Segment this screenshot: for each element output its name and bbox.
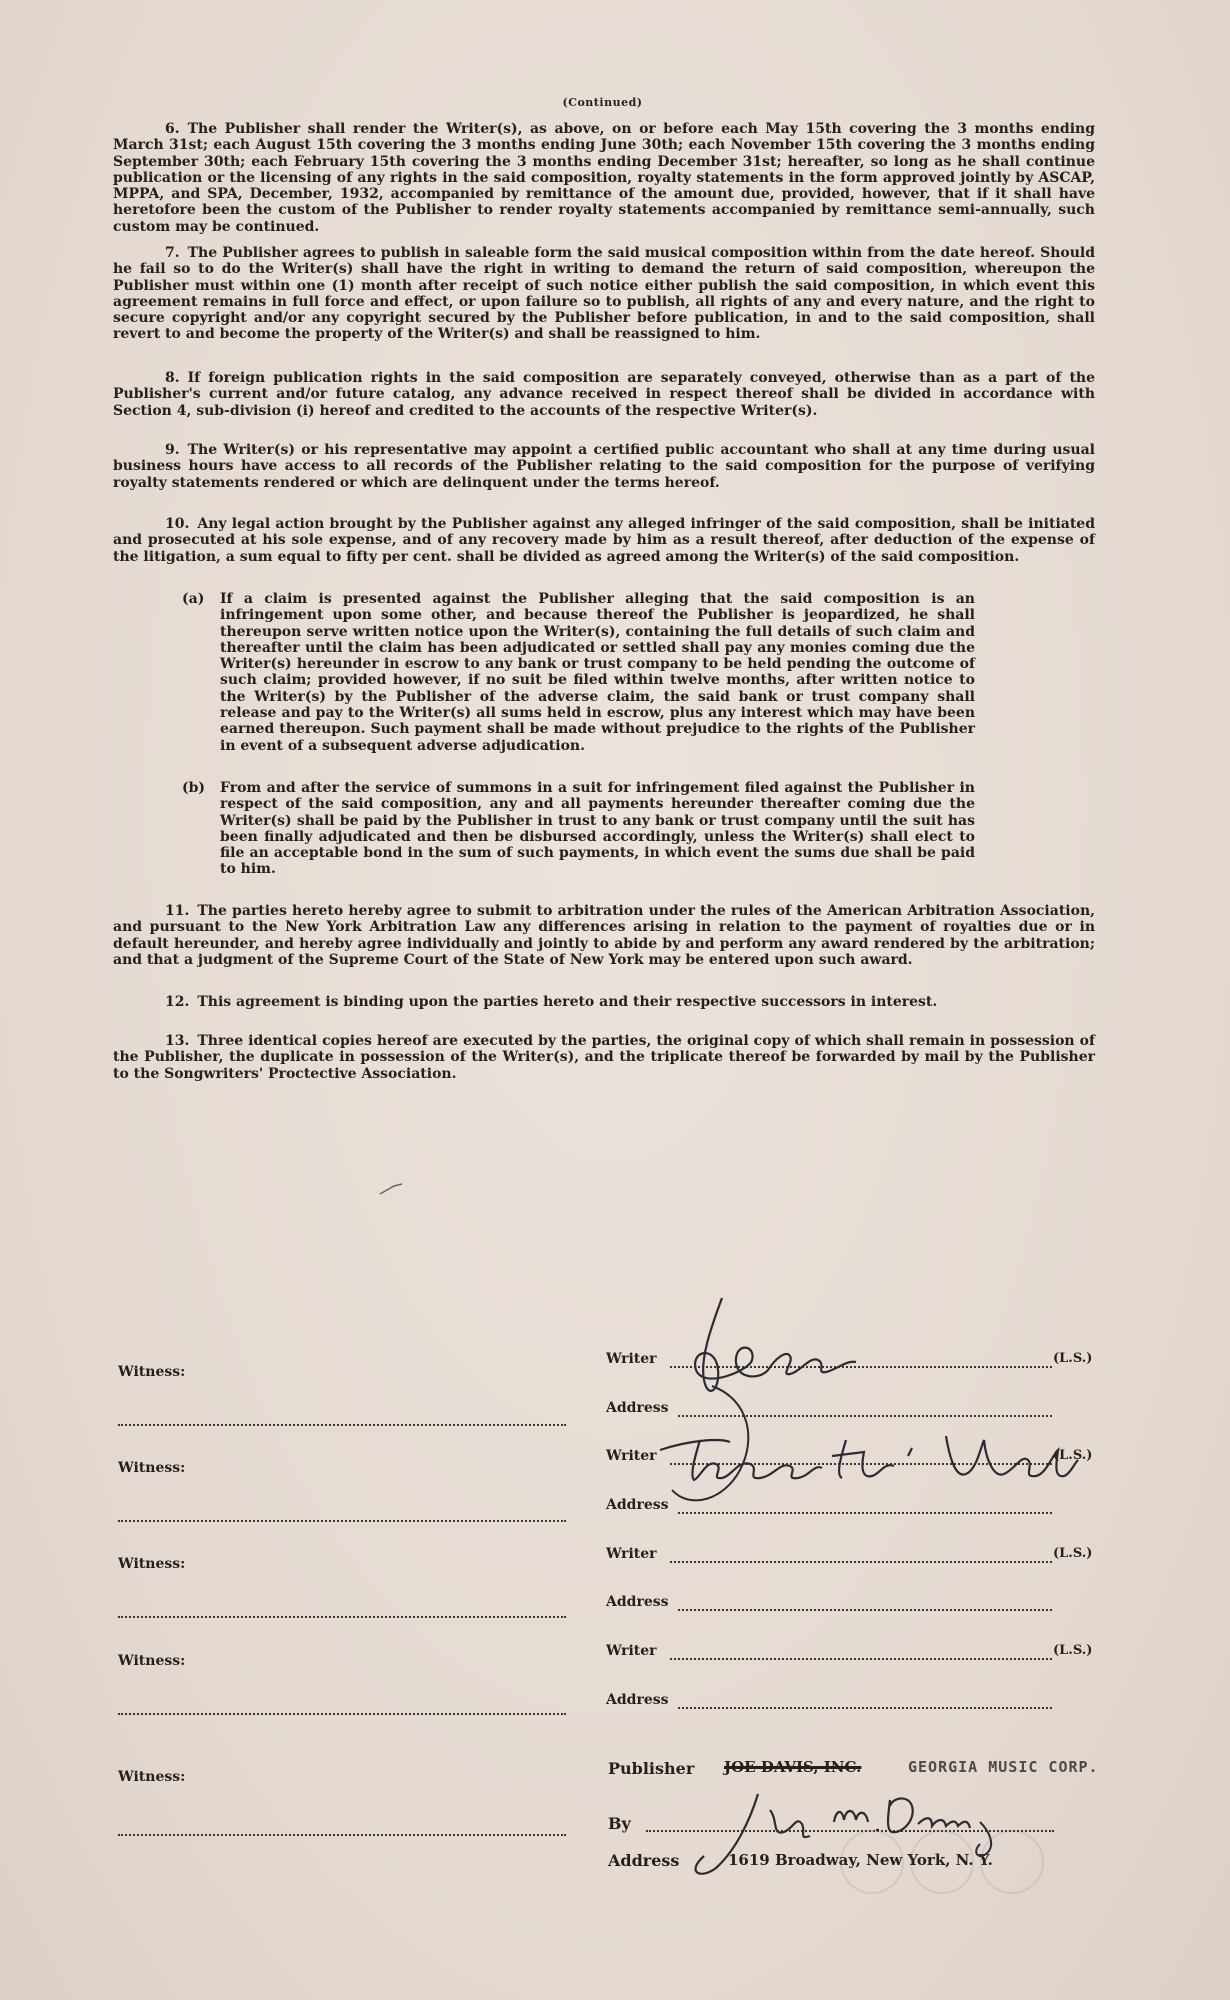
witness-line-1[interactable]: [118, 1424, 566, 1426]
subclause-text: From and after the service of summons in a suit for infringement filed against the Publisher in respect of the said composition, any and all payments hereunder thereafter coming due the Writer(s) shall be paid by the Publisher in trust to any bank or trust company until the suit has been finally adjudicated and then be disbursed accordingly, unless the Writer(s) shall elect to file an acceptable bond in the sum of such payments, in which event the sums due shall be paid to him.: [220, 780, 975, 878]
clause-text: This agreement is binding upon the parties hereto and their respective successors in interest.: [197, 994, 938, 1010]
subclause-a: [182, 591, 975, 754]
clause-number: 7.: [165, 245, 180, 261]
writer-line-3[interactable]: [670, 1561, 1052, 1563]
witness-label-1: Witness:: [118, 1364, 186, 1380]
clause-number: 12.: [165, 994, 190, 1010]
clause-number: 9.: [165, 442, 180, 458]
writer-label-3: Writer: [606, 1546, 657, 1562]
witness-line-3[interactable]: [118, 1616, 566, 1618]
witness-label-5: Witness:: [118, 1769, 186, 1785]
address-line-4[interactable]: [678, 1707, 1052, 1709]
bleed-through-seal: [980, 1830, 1044, 1894]
clause-number: 10.: [165, 516, 190, 532]
ls-label-2: (L.S.): [1053, 1448, 1093, 1463]
address-label-3: Address: [606, 1594, 669, 1610]
clause-text: The Writer(s) or his representative may appoint a certified public accountant who shall at any time during usual business hours have access to all records of the Publisher relating to the said composition for the purpose of verifying royalty statements rendered or which are delinquent under the terms hereof.: [113, 442, 1095, 491]
clause-number: 6.: [165, 121, 180, 137]
pen-mark: [378, 1180, 408, 1200]
publisher-address: 1619 Broadway, New York, N. Y.: [728, 1851, 993, 1869]
bleed-through-seal: [840, 1830, 904, 1894]
subclause-text: If a claim is presented against the Publisher alleging that the said composition is an infringement upon some other, and because thereof the Publisher is jeopardized, he shall thereupon serve written notice upon the Writer(s), containing the full details of such claim and thereafter until the claim has been adjudicated or settled shall pay any monies coming due the Writer(s) hereunder in escrow to any bank or trust company to be held pending the outcome of such claim; provided however, if no suit be filed within twelve months, after written notice to the Writer(s) by the Publisher of the adverse claim, the said bank or trust company shall release and pay to the Writer(s) all sums held in escrow, plus any interest which may have been earned thereupon. Such payment shall be made without prejudice to the rights of the Publisher in event of a subsequent adverse adjudication.: [220, 591, 975, 754]
writer-label-4: Writer: [606, 1643, 657, 1659]
bleed-through-seal: [910, 1830, 974, 1894]
publisher-address-label: Address: [608, 1851, 680, 1870]
publisher-label: Publisher: [608, 1759, 695, 1778]
signature-johnson: [660, 1290, 920, 1530]
writer-label-2: Writer: [606, 1448, 657, 1464]
clause-10: [113, 516, 1095, 565]
clause-7: [113, 245, 1095, 343]
witness-label-3: Witness:: [118, 1556, 186, 1572]
clause-9: [113, 442, 1095, 491]
clause-13: [113, 1033, 1095, 1082]
clause-number: 11.: [165, 903, 190, 919]
writer-line-4[interactable]: [670, 1658, 1052, 1660]
by-label: By: [608, 1814, 631, 1833]
continued-heading: (Continued): [562, 96, 643, 109]
witness-label-2: Witness:: [118, 1460, 186, 1476]
witness-line-4[interactable]: [118, 1713, 566, 1715]
clause-text: The parties hereto hereby agree to submit to arbitration under the rules of the American Arbitration Association, and pursuant to the New York Arbitration Law any differences arising in relation to the payment of royalties due or in default hereunder, and hereby agree individually and jointly to abide by and perform any award rendered by the arbitration; and that a judgment of the Supreme Court of the State of New York may be entered upon such award.: [113, 903, 1095, 968]
subclause-letter: (a): [182, 591, 205, 607]
witness-line-2[interactable]: [118, 1520, 566, 1522]
publisher-stamp: GEORGIA MUSIC CORP.: [908, 1758, 1099, 1776]
address-label-1: Address: [606, 1400, 669, 1416]
clause-text: If foreign publication rights in the said composition are separately conveyed, otherwise than as a part of the Publisher's current and/or future catalog, any advance received in respect thereof shall be divided in accordance with Section 4, sub-division (i) hereof and credited to the accounts of the respective Writer(s).: [113, 370, 1095, 419]
ls-label-1: (L.S.): [1053, 1351, 1093, 1366]
clause-text: The Publisher agrees to publish in saleable form the said musical composition within from the date hereof. Should he fail so to do the Writer(s) shall have the right in writing to demand the return of said composition, whereupon the Publisher must within one (1) month after receipt of such notice either publish the said composition, in which event this agreement remains in full force and effect, or upon failure so to publish, all rights of any and every nature, and the right to secure copyright and/or any copyright secured by the Publisher before publication, in and to the said composition, shall revert to and become the property of the Writer(s) and shall be reassigned to him.: [113, 245, 1095, 343]
address-label-4: Address: [606, 1692, 669, 1708]
address-label-2: Address: [606, 1497, 669, 1513]
subclause-letter: (b): [182, 780, 206, 796]
clause-text: Any legal action brought by the Publisher against any alleged infringer of the said composition, shall be initiated and prosecuted at his sole expense, and of any recovery made by him as a result thereof, after deduction of the expense of the litigation, a sum equal to fifty per cent. shall be divided as agreed among the Writer(s) of the said composition.: [113, 516, 1095, 565]
ls-label-4: (L.S.): [1053, 1643, 1093, 1658]
writer-label-1: Writer: [606, 1351, 657, 1367]
clause-number: 8.: [165, 370, 180, 386]
clause-text: Three identical copies hereof are executed by the parties, the original copy of which shall remain in possession of the Publisher, the duplicate in possession of the Writer(s), and the triplicate thereof be forwarded by mail by the Publisher to the Songwriters' Proctective Association.: [113, 1033, 1095, 1082]
clause-12: [113, 994, 1095, 1010]
clause-11: [113, 903, 1095, 968]
clause-text: The Publisher shall render the Writer(s), as above, on or before each May 15th covering the 3 months ending March 31st; each August 15th covering the 3 months ending June 30th; each November 15th covering the 3 months ending September 30th; each February 15th covering the 3 months ending December 31st; hereafter, so long as he shall continue publication or the licensing of any rights in the said composition, royalty statements in the form approved jointly by ASCAP, MPPA, and SPA, December, 1932, accompanied by remittance of the amount due, provided, however, that if it shall have heretofore been the custom of the Publisher to render royalty statements accompanied by remittance semi-annually, such custom may be continued.: [113, 121, 1095, 235]
clause-6: [113, 121, 1095, 235]
signature-waller: [650, 1420, 1080, 1490]
clause-8: [113, 370, 1095, 419]
witness-line-5[interactable]: [118, 1834, 566, 1836]
address-line-3[interactable]: [678, 1609, 1052, 1611]
ls-label-3: (L.S.): [1053, 1546, 1093, 1561]
publisher-struck-name: JOE DAVIS, INC.: [724, 1758, 862, 1776]
witness-label-4: Witness:: [118, 1653, 186, 1669]
subclause-b: [182, 780, 975, 878]
clause-number: 13.: [165, 1033, 190, 1049]
